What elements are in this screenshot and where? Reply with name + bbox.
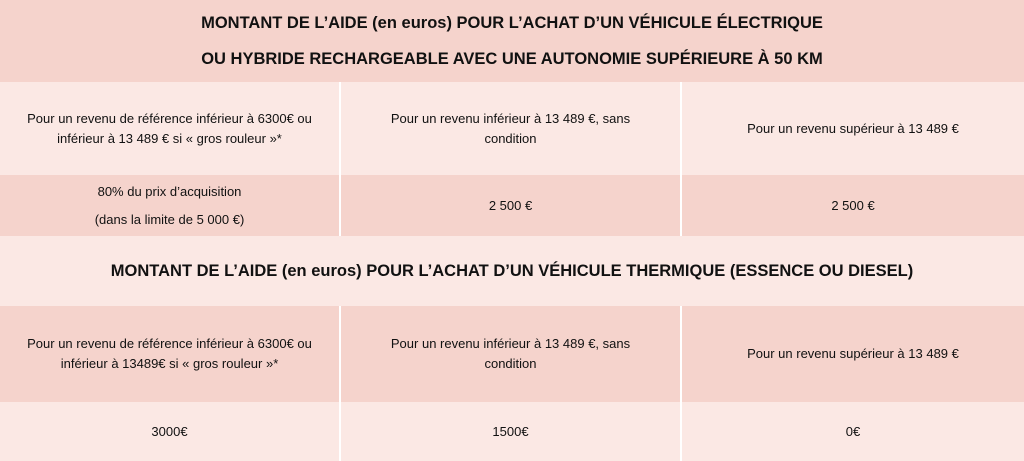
electric-header-high-income: [682, 82, 1024, 175]
thermal-title: MONTANT DE L’AIDE (en euros) POUR L’ACHAT D’UN VÉHICULE THERMIQUE (ESSENCE OU DIESEL): [110, 262, 914, 280]
electric-header-mid-income-line-1: Pour un revenu inférieur à 13 489 €, sans: [390, 110, 631, 126]
electric-header-row: [0, 82, 1024, 175]
thermal-value-high-income-text: 0€: [845, 423, 861, 439]
electric-header-low-income-line-2: inférieur à 13 489 € si « gros rouleur »*: [57, 130, 282, 146]
thermal-value-high-income: [682, 402, 1024, 461]
electric-value-low-income-line-1: 80% du prix d’acquisition: [97, 183, 242, 199]
electric-value-high-income: [682, 175, 1024, 236]
electric-header-mid-income-line-2: condition: [484, 130, 537, 146]
electric-value-mid-income: [341, 175, 682, 236]
electric-value-low-income: [0, 175, 341, 236]
electric-value-high-income-text: 2 500 €: [831, 197, 875, 213]
thermal-value-mid-income-text: 1500€: [492, 423, 529, 439]
electric-title-line-1: MONTANT DE L’AIDE (en euros) POUR L’ACHAT D’UN VÉHICULE ÉLECTRIQUE: [201, 14, 823, 32]
thermal-value-mid-income: [341, 402, 682, 461]
electric-section-title: [0, 0, 1024, 82]
thermal-header-mid-income: [341, 306, 682, 402]
thermal-header-low-income-line-2: inférieur à 13489€ si « gros rouleur »*: [60, 356, 279, 371]
thermal-header-mid-income-line-2: condition: [484, 356, 537, 371]
thermal-value-low-income: [0, 402, 341, 461]
thermal-header-high-income-line-1: Pour un revenu supérieur à 13 489 €: [747, 346, 959, 361]
thermal-value-low-income-text: 3000€: [151, 423, 188, 439]
thermal-header-high-income: [682, 306, 1024, 402]
electric-value-low-income-line-2: (dans la limite de 5 000 €): [94, 211, 245, 227]
electric-value-mid-income-text: 2 500 €: [488, 197, 533, 213]
thermal-section-title: [0, 236, 1024, 306]
electric-header-low-income: [0, 82, 341, 175]
thermal-header-low-income: [0, 306, 341, 402]
thermal-header-mid-income-line-1: Pour un revenu inférieur à 13 489 €, sans: [390, 336, 631, 351]
electric-header-mid-income: [341, 82, 682, 175]
electric-values-row: [0, 175, 1024, 236]
electric-header-high-income-line-1: Pour un revenu supérieur à 13 489 €: [747, 120, 959, 136]
electric-title-line-2: OU HYBRIDE RECHARGEABLE AVEC UNE AUTONOMIE SUPÉRIEURE À 50 KM: [201, 50, 823, 68]
thermal-values-row: [0, 402, 1024, 461]
thermal-header-low-income-line-1: Pour un revenu de référence inférieur à 6300€ ou: [27, 336, 312, 351]
thermal-header-row: [0, 306, 1024, 402]
electric-header-low-income-line-1: Pour un revenu de référence inférieur à 6300€ ou: [27, 110, 312, 126]
